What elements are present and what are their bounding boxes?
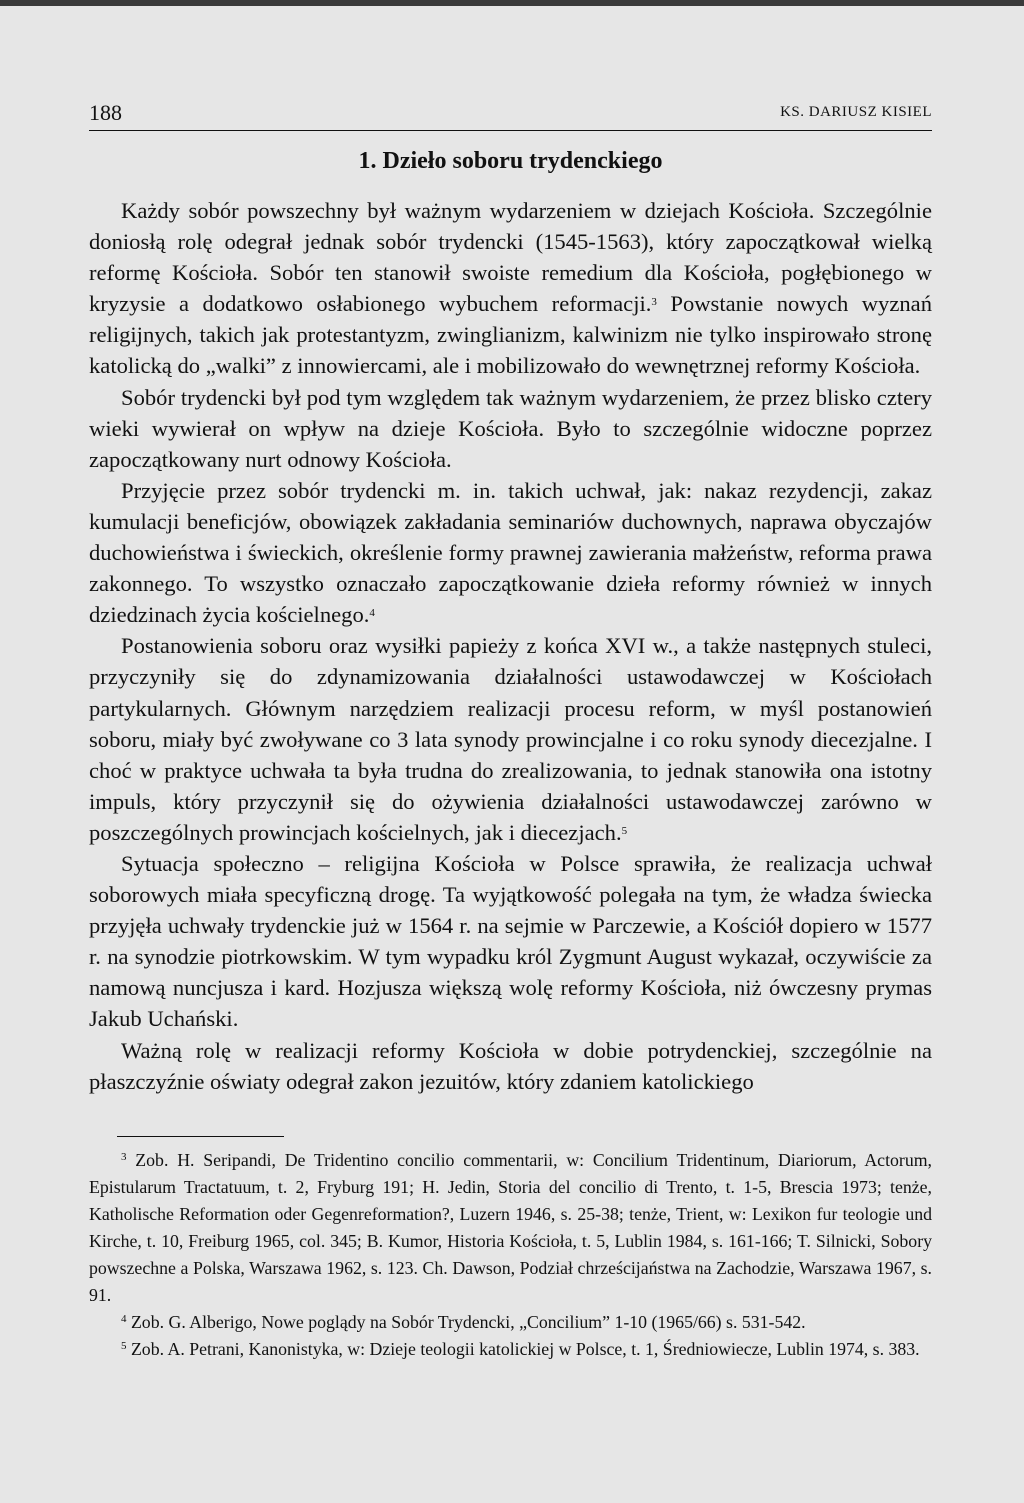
footnote-text: Zob. A. Petrani, Kanonistyka, w: Dzieje teologii katolickiej w Polsce, t. 1, Średniowiecze, Lublin 1974, s. 383. xyxy=(126,1339,920,1359)
footnote-mark: 3 xyxy=(121,1151,127,1163)
paragraph-text: Ważną rolę w realizacji reformy Kościoła w dobie potrydenckiej, szczególnie na płaszczyźnie oświaty odegrał zakon jezuitów, który zdaniem katolickiego xyxy=(89,1037,932,1094)
footnote xyxy=(89,1336,932,1363)
footnote-rule xyxy=(117,1136,284,1137)
footnote-mark: 4 xyxy=(121,1313,127,1325)
paragraph xyxy=(89,195,932,382)
footnote-ref: 5 xyxy=(621,824,628,837)
paragraph-text: Przyjęcie przez sobór trydencki m. in. takich uchwał, jak: nakaz rezydencji, zakaz kumulacji beneficjów, obowiązek zakładania seminariów duchownych, naprawa obyczajów duchowieństwa i świeckich, określenie formy prawnej zawierania małżeństw, reforma prawa zakonnego. To wszystko oznaczało zapoczątkowanie dzieła reformy również w innych dziedzinach życia kościelnego. xyxy=(89,477,932,628)
footnote-text: Zob. H. Seripandi, De Tridentino concilio commentarii, w: Concilium Tridentinum, Diariorum, Actorum, Epistularum Tractatuum, t. 2, Fryburg 191; H. Jedin, Storia del concilio di Trento, t. 1-5, Brescia 1973; tenże, Katholische Reformation oder Gegenreformation?, Luzern 1946, s. 25-38; tenże, Trient, w: Lexikon fur teologie und Kirche, t. 10, Freiburg 1965, col. 345; B. Kumor, Historia Kościoła, t. 5, Lublin 1984, s. 161-166; T. Silnicki, Sobory powszechne a Polska, Warszawa 1962, s. 123. Ch. Dawson, Podział chrześcijaństwa na Zachodzie, Warszawa 1967, s. 91. xyxy=(89,1150,932,1305)
body-text xyxy=(89,195,932,1097)
footnote-text: Zob. G. Alberigo, Nowe poglądy na Sobór Trydencki, „Concilium” 1-10 (1965/66) s. 531-542. xyxy=(126,1312,806,1332)
footnote xyxy=(89,1147,932,1309)
paragraph-text: Sobór trydencki był pod tym względem tak ważnym wydarzeniem, że przez blisko cztery wieki wywierał on wpływ na dzieje Kościoła. Było to szczególnie widoczne poprzez zapoczątkowany nurt odnowy Kościoła. xyxy=(89,384,932,472)
footnote-ref: 4 xyxy=(369,607,375,620)
page-number: 188 xyxy=(89,100,122,125)
running-head: KS. DARIUSZ KISIEL xyxy=(780,104,932,120)
footnotes xyxy=(89,1147,932,1363)
paragraph-text: Postanowienia soboru oraz wysiłki papieży z końca XVI w., a także następnych stuleci, przyczyniły się do zdynamizowania działalności ustawodawczej w Kościołach partykularnych. Głównym narzędziem realizacji procesu reform, w myśl postanowień soboru, miały być zwoływane co 3 lata synody prowincjalne i co roku synody diecezjalne. I choć w praktyce uchwała ta była trudna do zrealizowania, to jednak stanowiła ona istotny impuls, który przyczynił się do ożywienia działalności ustawodawczej zarówno w poszczególnych prowincjach kościelnych, jak i diecezjach. xyxy=(89,633,932,845)
page-header xyxy=(89,100,932,131)
paragraph-text: Każdy sobór powszechny był ważnym wydarzeniem w dziejach Kościoła. Szczególnie doniosłą rolę odegrał jednak sobór trydencki (1545-1563), który zapoczątkował wielką reformę Kościoła. Sobór ten stanowił swoiste remedium dla Kościoła, pogłębionego w kryzysie a dodatkowo osłabionego wybuchem reformacji. xyxy=(89,198,932,317)
paragraph-text: Sytuacja społeczno – religijna Kościoła w Polsce sprawiła, że realizacja uchwał soborowych miała specyficzną drogę. Ta wyjątkowość polegała na tym, że władza świecka przyjęła uchwały trydenckie już w 1564 r. na sejmie w Parczewie, a Kościół dopiero w 1577 r. na synodzie piotrkowskim. W tym wypadku król Zygmunt August wykazał, oczywiście za namową nuncjusza i kard. Hozjusza większą wolę reformy Kościoła, niż ówczesny prymas Jakub Uchański. xyxy=(89,850,932,1032)
paragraph xyxy=(89,475,932,630)
section-title: 1. Dzieło soboru trydenckiego xyxy=(358,148,663,174)
paragraph xyxy=(89,848,932,1035)
footnote-ref: 3 xyxy=(651,296,657,309)
paragraph xyxy=(89,1035,932,1097)
paragraph xyxy=(89,382,932,475)
footnote-mark: 5 xyxy=(121,1340,127,1352)
paragraph xyxy=(89,630,932,848)
scan-edge-line xyxy=(0,0,1024,6)
paragraph-text: Powstanie nowych wyznań religijnych, takich jak protestantyzm, zwinglianizm, kalwinizm nie tylko inspirowało stronę katolicką do „walki” z innowiercami, ale i mobilizowało do wewnętrznej reformy Kościoła. xyxy=(89,291,933,379)
footnote xyxy=(89,1309,932,1336)
